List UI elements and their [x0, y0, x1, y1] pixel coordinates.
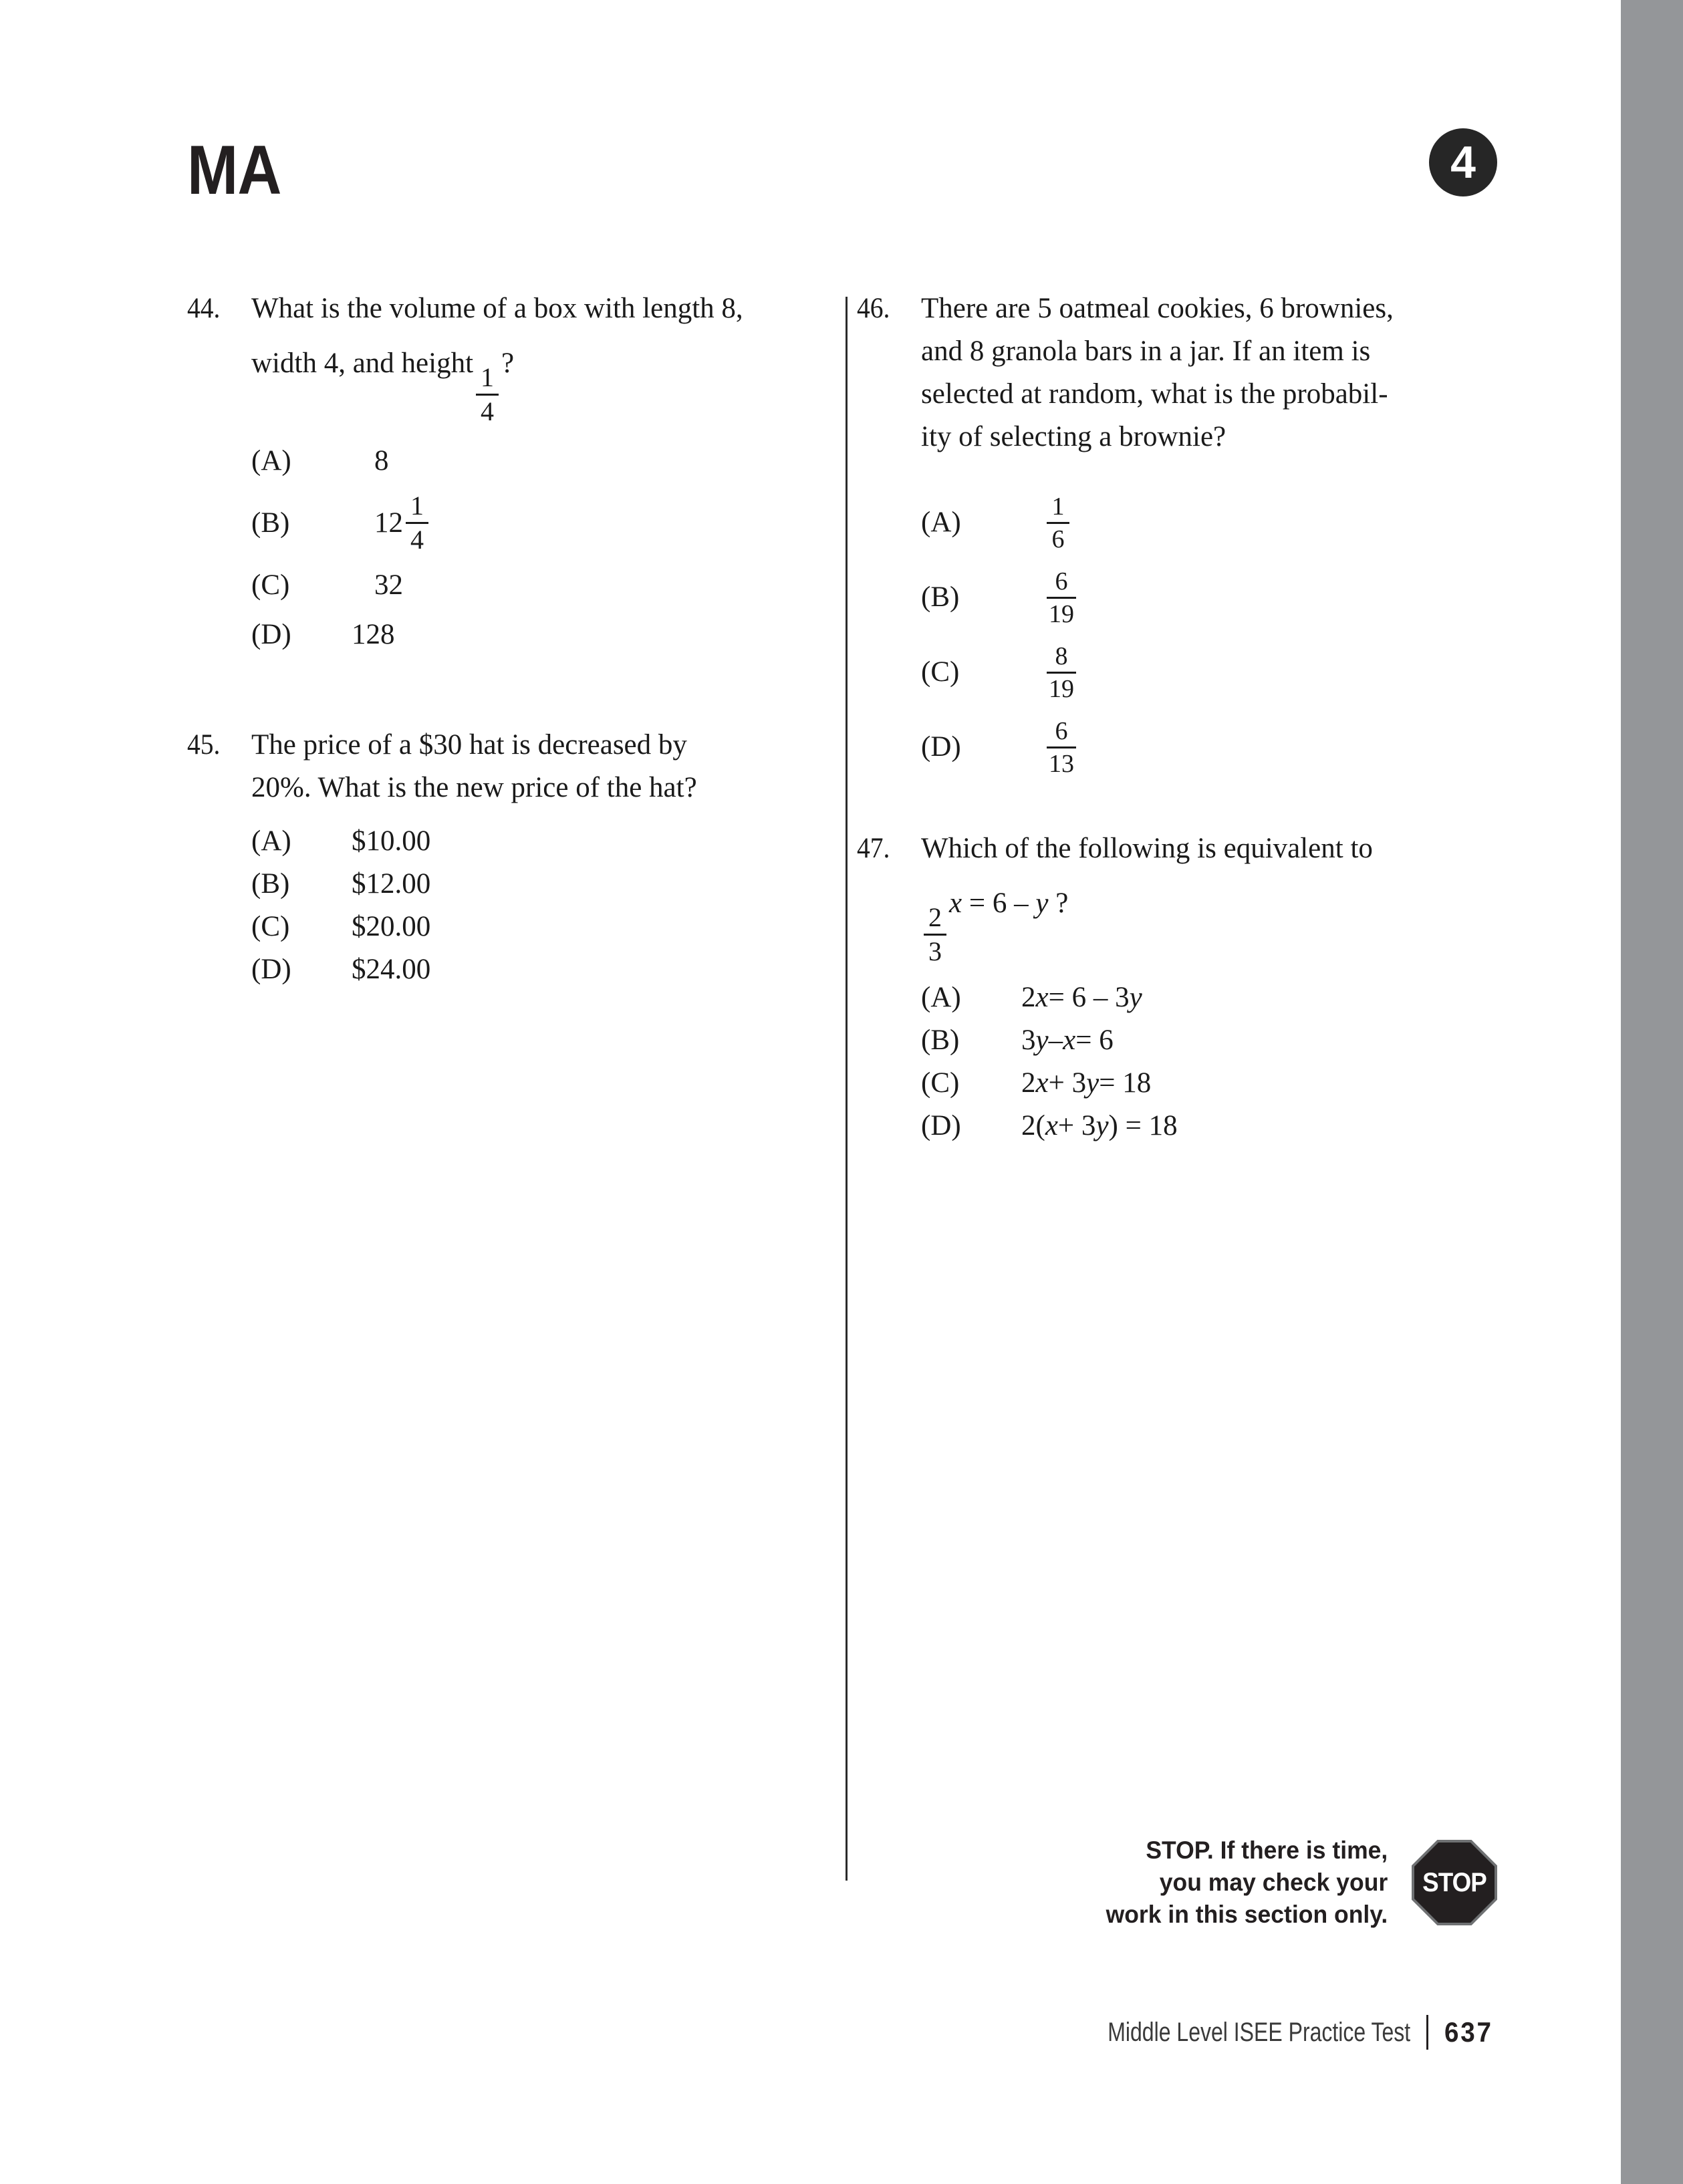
fraction-denominator: 6 [1051, 525, 1065, 553]
question-44-stem-fraction [476, 364, 499, 426]
footer-divider-rule [1426, 2015, 1428, 2050]
question-47-stem-fraction [924, 904, 946, 966]
right-edge-gray-band [1621, 0, 1683, 2184]
mixed-number [374, 486, 431, 561]
choice-label: (B) [251, 507, 290, 539]
question-45-choice-d[interactable] [251, 948, 809, 991]
fraction-denominator: 13 [1049, 749, 1074, 778]
question-46-choice-d[interactable] [921, 710, 1485, 785]
question-47-head [857, 827, 1485, 966]
question-46-stem-line-2: and 8 granola bars in a jar. If an item is [921, 335, 1371, 367]
choice-label: (C) [251, 910, 290, 942]
choice-label: (D) [251, 953, 291, 985]
question-45-stem-line-2: 20%. What is the new price of the hat? [251, 771, 697, 803]
fraction-denominator: 3 [928, 936, 942, 966]
stop-notice-line-3: work in this section only. [1106, 1901, 1388, 1928]
question-47-stem-line-1: Which of the following is equivalent to [921, 833, 1373, 864]
choice-value: 2( x + 3 y ) = 18 [1021, 1109, 1178, 1141]
stop-sign-icon [1412, 1840, 1497, 1925]
mixed-number-whole: 12 [374, 507, 403, 539]
question-45-choice-c[interactable] [251, 906, 809, 948]
question-46 [857, 287, 1485, 785]
question-44-stem-line-2 [251, 330, 809, 426]
fraction-numerator: 6 [1055, 716, 1068, 745]
question-47 [857, 827, 1485, 1147]
question-47-stem-equation [921, 870, 1485, 966]
left-column [187, 287, 809, 998]
question-44-stem-fraction-numerator: 1 [481, 362, 495, 392]
question-44-stem-line-1: What is the volume of a box with length 8, [251, 293, 743, 324]
fraction-bar-icon [1047, 597, 1076, 599]
choice-label: (A) [921, 507, 961, 538]
question-47-choice-a[interactable] [921, 976, 1485, 1019]
fraction-bar-icon [476, 394, 499, 396]
section-number-badge: 4 [1429, 128, 1497, 196]
choice-label: (A) [251, 825, 291, 857]
right-column [857, 287, 1485, 1154]
question-46-number: 46. [857, 293, 890, 324]
choice-value: $24.00 [352, 953, 431, 985]
question-46-stem [921, 287, 1485, 458]
fraction-denominator: 4 [410, 525, 424, 555]
stop-sign-label: STOP [1422, 1867, 1486, 1897]
question-45-choice-a[interactable] [251, 820, 809, 863]
choice-value [1004, 568, 1485, 628]
choice-fraction [1047, 643, 1076, 702]
question-44-stem-line-2-pre: width 4, and height [251, 348, 474, 379]
choice-label: (A) [921, 981, 961, 1013]
question-46-stem-line-4: ity of selecting a brownie? [921, 421, 1226, 452]
choice-value: 2 x + 3 y = 18 [1021, 1067, 1152, 1099]
question-44 [187, 287, 809, 660]
question-45-choices [251, 820, 809, 991]
choice-value [1004, 643, 1485, 702]
page-number: 637 [1444, 2016, 1493, 2048]
choice-value [1004, 493, 1485, 553]
question-46-choice-b[interactable] [921, 560, 1485, 635]
fraction-denominator: 19 [1049, 599, 1074, 628]
question-45-stem-line-1: The price of a $30 hat is decreased by [251, 728, 687, 761]
fraction-numerator: 1 [410, 491, 424, 521]
question-46-stem-line-3: selected at random, what is the probabil- [921, 378, 1388, 410]
fraction-bar-icon [406, 522, 428, 524]
question-44-stem [251, 287, 809, 426]
stop-notice [1016, 1834, 1497, 1931]
page-footer [802, 2015, 1497, 2050]
question-46-stem-line-1: There are 5 oatmeal cookies, 6 brownies, [921, 293, 1394, 324]
question-46-choice-a[interactable] [921, 485, 1485, 560]
question-44-choice-c[interactable] [251, 561, 809, 610]
choice-fraction [1047, 568, 1076, 628]
choice-label: (B) [921, 581, 960, 613]
choice-value: 128 [352, 618, 395, 650]
question-45-head [187, 724, 809, 809]
question-46-choices [921, 485, 1485, 785]
choice-fraction [1047, 493, 1069, 553]
fraction-numerator: 1 [1051, 492, 1065, 521]
equation-variable-x: x [949, 888, 962, 919]
question-44-stem-line-2-post: ? [501, 348, 515, 379]
stop-notice-text [1106, 1834, 1388, 1931]
choice-value: $12.00 [352, 867, 431, 900]
choice-value: 2 x = 6 – 3 y [1021, 981, 1142, 1013]
question-44-number: 44. [187, 293, 221, 324]
choice-label: (A) [251, 444, 291, 476]
choice-value: 8 [374, 444, 389, 476]
choice-value [334, 486, 809, 561]
choice-value: 32 [374, 569, 403, 601]
question-47-choice-b[interactable] [921, 1019, 1485, 1062]
section-code-label: MA [187, 132, 281, 209]
question-45-number: 45. [187, 728, 221, 761]
question-46-choice-c[interactable] [921, 635, 1485, 710]
question-44-head [187, 287, 809, 426]
spacer [857, 791, 1485, 827]
footer-test-title: Middle Level ISEE Practice Test [1107, 2018, 1410, 2047]
question-44-choice-b[interactable] [251, 486, 809, 561]
fraction-bar-icon [924, 934, 946, 936]
choice-label: (C) [921, 656, 960, 688]
question-47-number: 47. [857, 833, 890, 864]
choice-label: (D) [921, 731, 961, 763]
choice-value: 3 y – x = 6 [1021, 1024, 1114, 1056]
equation-variable-y: y [1035, 888, 1049, 919]
question-44-choice-a[interactable] [251, 436, 809, 486]
fraction-numerator: 8 [1055, 642, 1068, 670]
question-46-head [857, 287, 1485, 458]
question-47-choice-c[interactable] [921, 1062, 1485, 1105]
fraction-bar-icon [1047, 672, 1076, 674]
equation-middle: = 6 – [968, 888, 1029, 919]
choice-label: (D) [921, 1109, 961, 1141]
fraction-bar-icon [1047, 522, 1069, 524]
choice-value: $20.00 [352, 910, 431, 942]
choice-value [1004, 718, 1485, 777]
question-47-stem [921, 827, 1485, 966]
question-47-choices [921, 976, 1485, 1147]
fraction-bar-icon [1047, 746, 1076, 748]
fraction-numerator: 2 [928, 902, 942, 932]
choice-label: (B) [251, 867, 290, 900]
choice-fraction [1047, 718, 1076, 777]
fraction-numerator: 6 [1055, 567, 1068, 595]
stop-notice-line-1: STOP. If there is time, [1146, 1836, 1388, 1864]
choice-label: (B) [921, 1024, 960, 1056]
question-45-choice-b[interactable] [251, 863, 809, 906]
question-44-choice-d[interactable] [251, 610, 809, 660]
choice-label: (C) [251, 569, 290, 601]
choice-value: $10.00 [352, 825, 431, 857]
mixed-number-fraction [406, 492, 428, 554]
page-header [187, 134, 1497, 227]
question-45 [187, 724, 809, 991]
question-44-choices [251, 436, 809, 660]
spacer [187, 666, 809, 724]
choice-label: (D) [251, 618, 291, 650]
column-divider-rule [846, 297, 848, 1881]
question-47-choice-d[interactable] [921, 1105, 1485, 1147]
equation-question-mark: ? [1055, 888, 1069, 919]
question-45-stem [251, 724, 809, 809]
choice-label: (C) [921, 1067, 960, 1099]
fraction-denominator: 19 [1049, 674, 1074, 703]
stop-notice-line-2: you may check your [1159, 1869, 1388, 1896]
question-44-stem-fraction-denominator: 4 [481, 396, 495, 426]
